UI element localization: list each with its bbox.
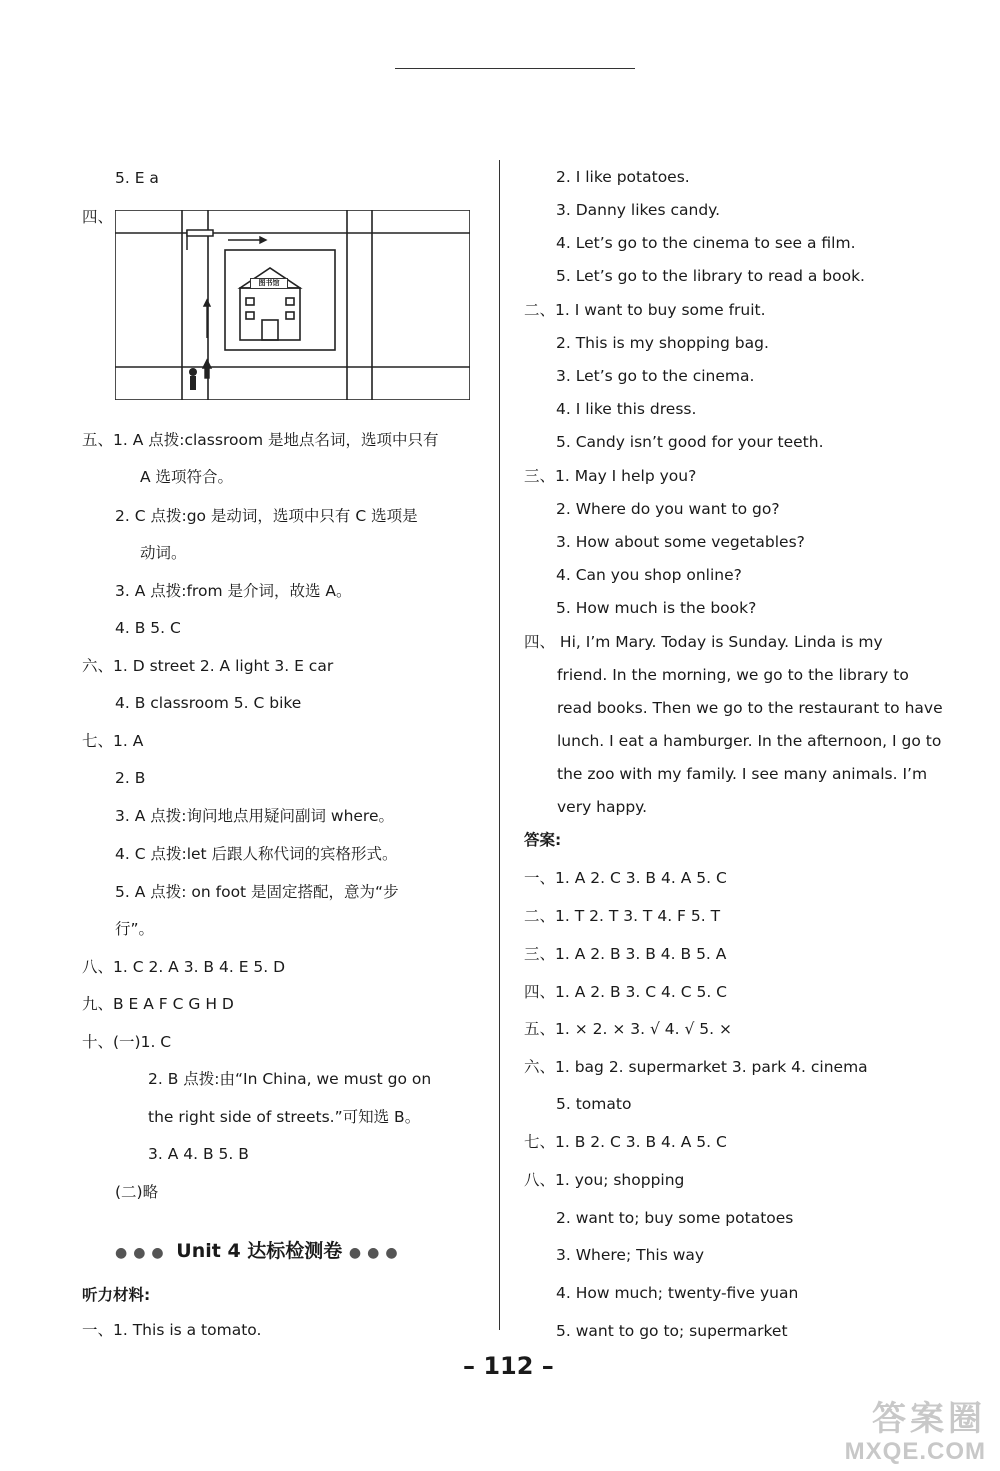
page-number: – 112 – <box>463 1352 554 1380</box>
answer-line: (二)略 <box>115 1183 159 1201</box>
answer-line: 5. E a <box>115 169 159 187</box>
answer-line: 2. B <box>115 769 146 787</box>
answer-line: 3. Danny likes candy. <box>556 201 721 219</box>
answer-line: 五、1. × 2. × 3. √ 4. √ 5. × <box>524 1020 733 1038</box>
answer-line: 3. Let’s go to the cinema. <box>556 367 755 385</box>
unit-title <box>115 1236 404 1263</box>
header-rule <box>395 68 635 69</box>
answer-line: 5. How much is the book? <box>556 599 757 617</box>
answer-line: 动词。 <box>140 544 187 562</box>
answer-line: 八、1. you; shopping <box>524 1171 685 1189</box>
answer-line: 2. Where do you want to go? <box>556 500 780 518</box>
section-marker: 四、 <box>82 208 114 226</box>
passage-line: the zoo with my family. I see many animals. I’m <box>557 765 928 783</box>
passage-line: read books. Then we go to the restaurant to have <box>557 699 943 717</box>
answer-line: 2. I like potatoes. <box>556 168 690 186</box>
answer-line: 5. Let’s go to the library to read a book. <box>556 267 865 285</box>
answer-line: 行”。 <box>115 920 155 938</box>
answer-line: 二、1. T 2. T 3. T 4. F 5. T <box>524 907 721 925</box>
answer-line: 5. A 点拨: on foot 是固定搭配，意为“步 <box>115 883 399 901</box>
answer-line: 4. I like this dress. <box>556 400 697 418</box>
unit-title-text: Unit 4 达标检测卷 <box>176 1240 343 1262</box>
answer-line: 三、1. A 2. B 3. B 4. B 5. A <box>524 945 727 963</box>
answer-line: 5. Candy isn’t good for your teeth. <box>556 433 824 451</box>
passage-line: 四、 Hi, I’m Mary. Today is Sunday. Linda is my <box>524 633 883 651</box>
answer-line: 3. Where; This way <box>556 1246 705 1264</box>
watermark-top: 答案圈 <box>872 1400 986 1438</box>
answer-line: 六、1. bag 2. supermarket 3. park 4. cinema <box>524 1058 868 1076</box>
dots-decoration: ●●● <box>348 1245 404 1261</box>
answer-line: 四、1. A 2. B 3. C 4. C 5. C <box>524 983 727 1001</box>
answer-line: 4. Can you shop online? <box>556 566 742 584</box>
answer-line: 3. A 点拨:询问地点用疑问副词 where。 <box>115 807 395 825</box>
answer-line: 4. C 点拨:let 后跟人称代词的宾格形式。 <box>115 845 398 863</box>
answer-line: 3. A 点拨:from 是介词，故选 A。 <box>115 582 352 600</box>
answer-line: the right side of streets.”可知选 B。 <box>148 1108 421 1126</box>
site-watermark <box>845 1400 986 1466</box>
answer-line: 七、1. B 2. C 3. B 4. A 5. C <box>524 1133 727 1151</box>
answer-line: 五、1. A 点拨:classroom 是地点名词，选项中只有 <box>82 431 439 449</box>
library-label: 图书馆 <box>250 278 288 289</box>
answer-line: 二、1. I want to buy some fruit. <box>524 301 766 319</box>
answer-line: 4. How much; twenty-five yuan <box>556 1284 799 1302</box>
answer-line: 一、1. A 2. C 3. B 4. A 5. C <box>524 869 727 887</box>
watermark-bottom: MXQE.COM <box>844 1438 986 1465</box>
answer-line: 5. tomato <box>556 1095 632 1113</box>
answer-line: 4. Let’s go to the cinema to see a film. <box>556 234 856 252</box>
answer-line: 4. B classroom 5. C bike <box>115 694 302 712</box>
answer-line: 九、B E A F C G H D <box>82 995 234 1013</box>
answer-line: 八、1. C 2. A 3. B 4. E 5. D <box>82 958 286 976</box>
answer-line: A 选项符合。 <box>140 468 234 486</box>
column-divider <box>499 160 500 1330</box>
section-heading: 答案: <box>524 831 562 849</box>
answer-line: 3. A 4. B 5. B <box>148 1145 249 1163</box>
street-map-diagram <box>115 210 470 400</box>
answer-line: 三、1. May I help you? <box>524 467 697 485</box>
passage-line: friend. In the morning, we go to the library to <box>557 666 909 684</box>
answer-line: 六、1. D street 2. A light 3. E car <box>82 657 334 675</box>
passage-line: very happy. <box>557 798 648 816</box>
answer-line: 5. want to go to; supermarket <box>556 1322 788 1340</box>
answer-line: 2. C 点拨:go 是动词，选项中只有 C 选项是 <box>115 507 418 525</box>
answer-line: 2. want to; buy some potatoes <box>556 1209 794 1227</box>
answer-line: 2. This is my shopping bag. <box>556 334 769 352</box>
answer-line: 十、(一)1. C <box>82 1033 172 1051</box>
answer-line: 4. B 5. C <box>115 619 181 637</box>
dots-decoration: ●●● <box>115 1245 170 1261</box>
answer-line: 一、1. This is a tomato. <box>82 1321 262 1339</box>
section-heading: 听力材料: <box>82 1286 151 1304</box>
answer-line: 2. B 点拨:由“In China, we must go on <box>148 1070 432 1088</box>
passage-line: lunch. I eat a hamburger. In the afternoon, I go to <box>557 732 942 750</box>
answer-line: 七、1. A <box>82 732 144 750</box>
answer-line: 3. How about some vegetables? <box>556 533 805 551</box>
